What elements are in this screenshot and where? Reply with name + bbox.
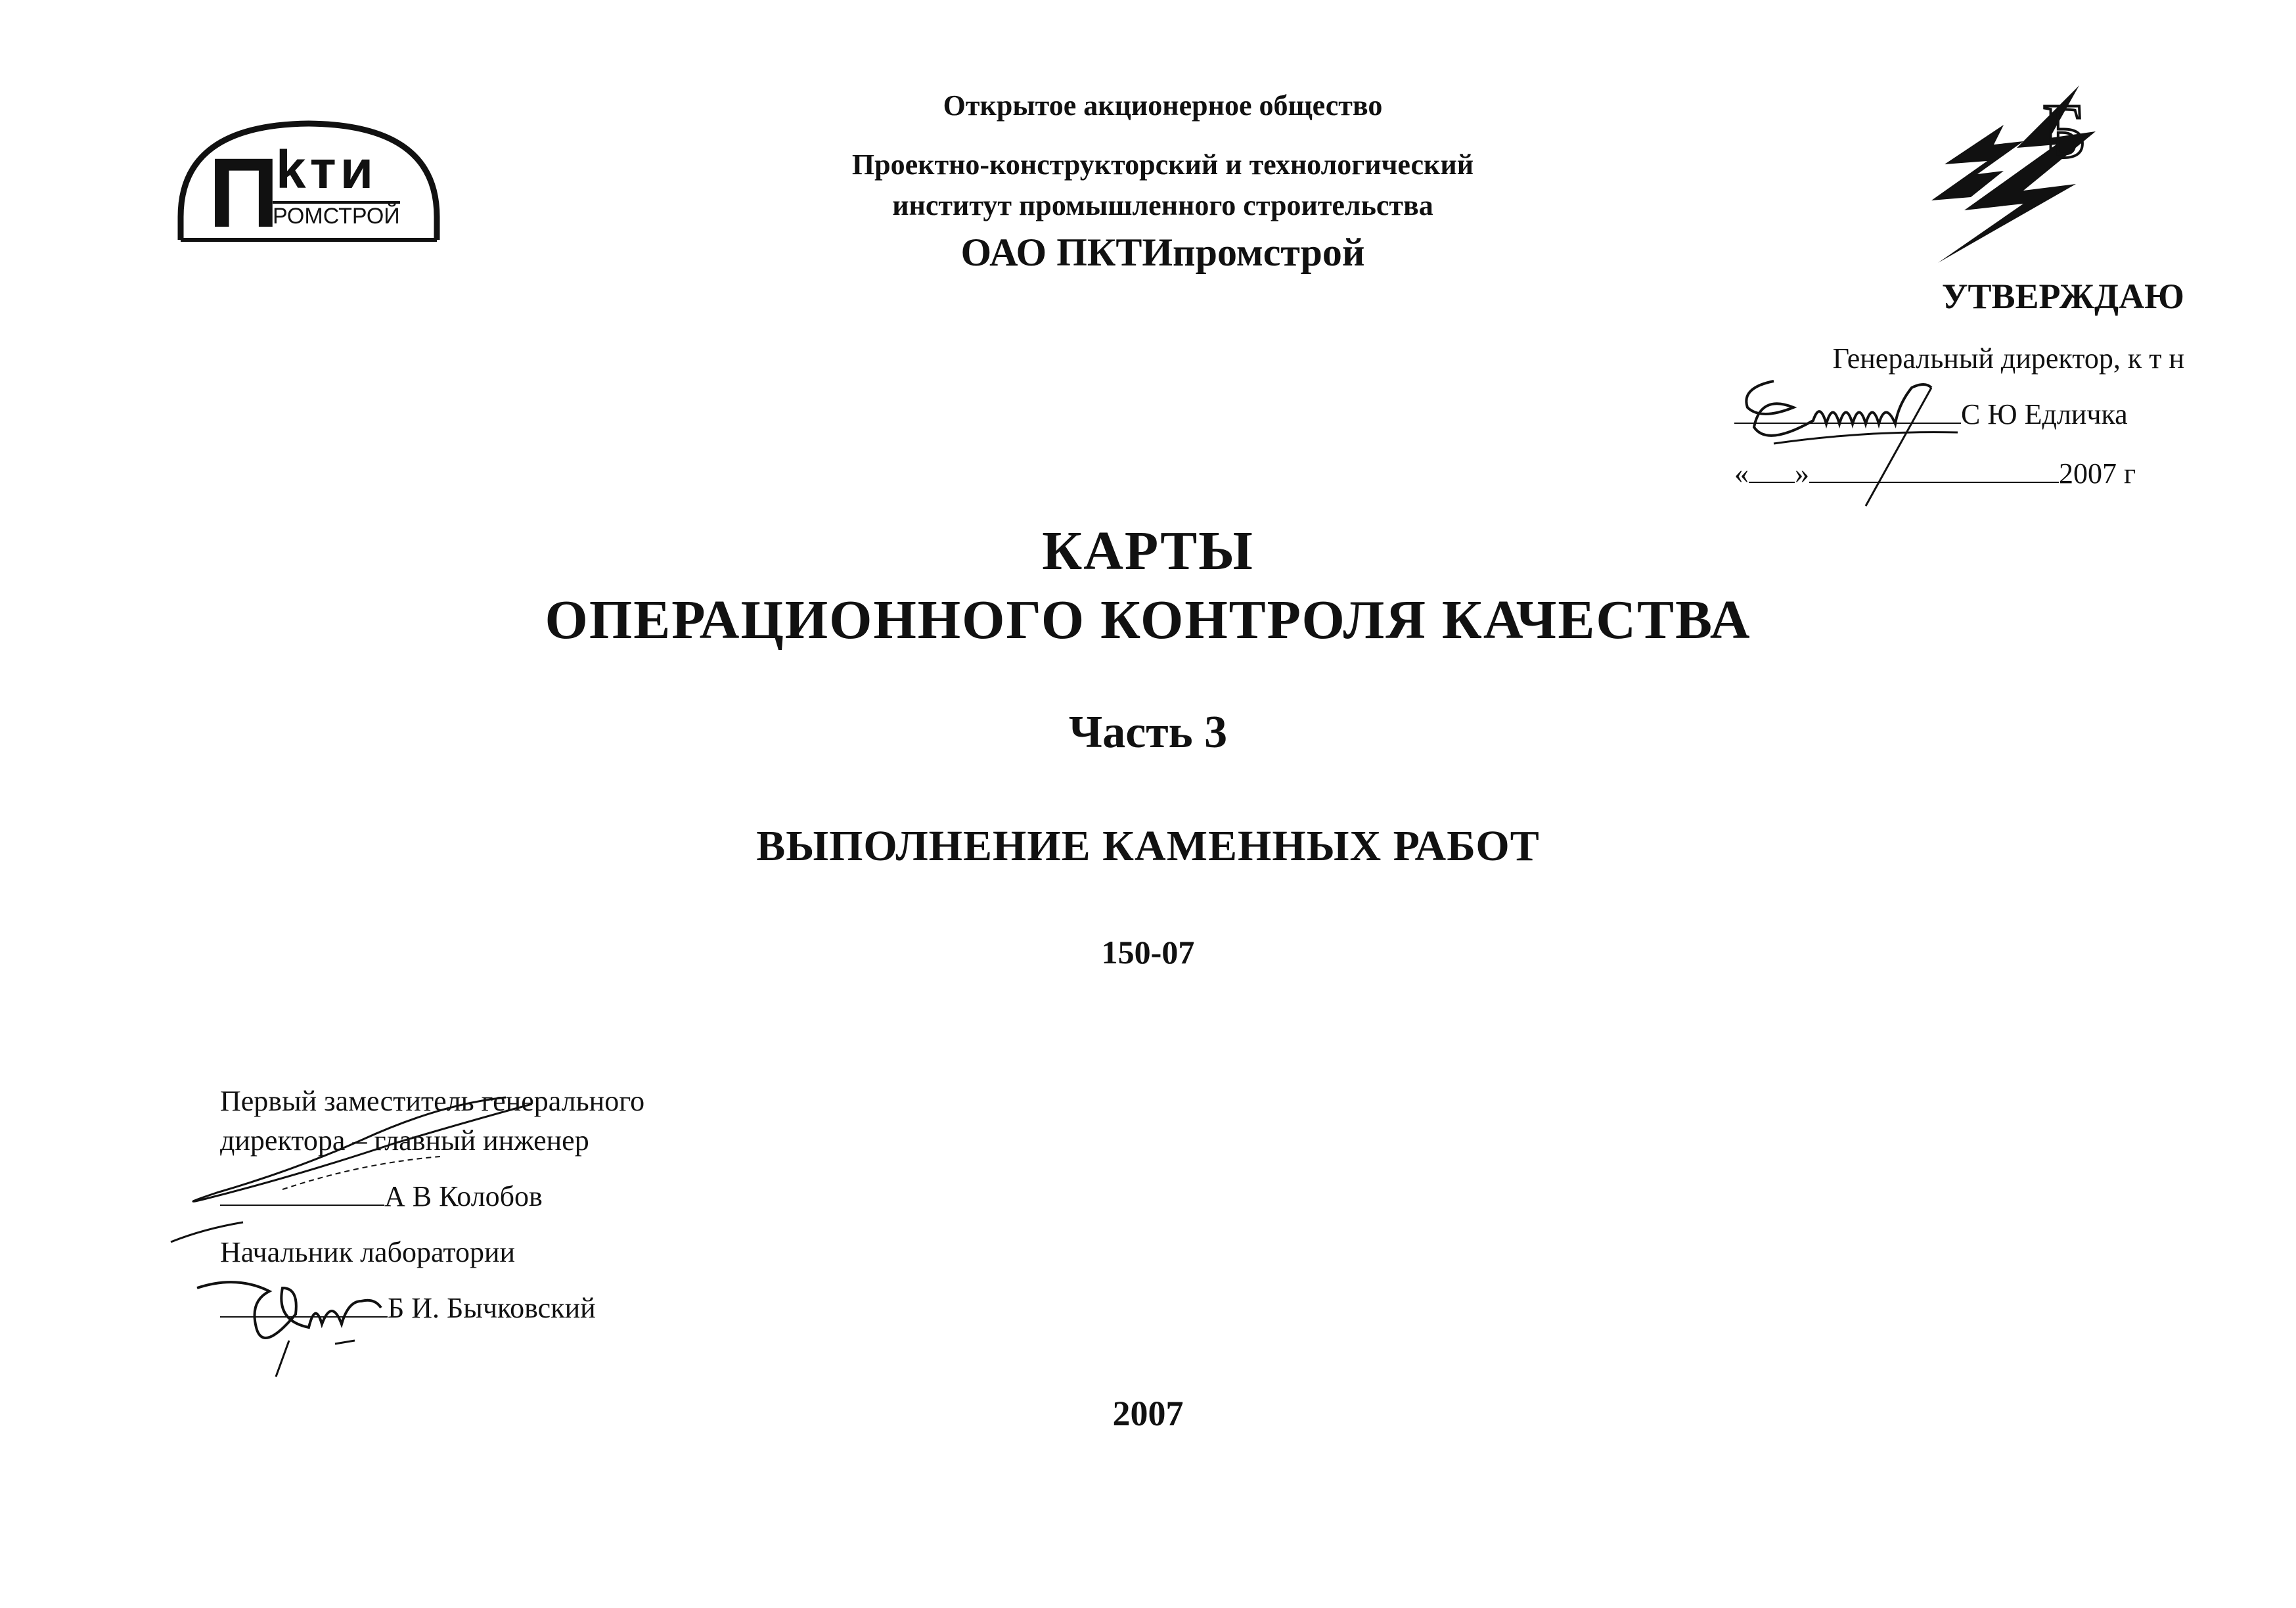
approval-date-open: « [1734,457,1749,490]
pkti-logo-letters: kти [276,140,378,200]
signatory2-name: Б И. Бычковский [388,1292,596,1324]
document-part: Часть 3 [1068,707,1228,758]
approval-signature [1734,368,2010,513]
document-year: 2007 [1112,1394,1184,1433]
approval-date-close: » [1795,457,1809,490]
signatory1-position-line1: Первый заместитель генерального [220,1085,645,1117]
signatory2-signature [184,1262,420,1380]
document-title-line1: КАРТЫ [1042,520,1254,582]
pkti-logo-sub: РОМСТРОЙ [273,201,400,227]
emblem-logo-icon [1925,85,2122,269]
approval-name: С Ю Едличка [1961,398,2128,430]
org-short-name: ОАО ПКТИпромстрой [960,231,1365,274]
pkti-logo-big-letter: П [208,137,279,248]
institute-name-line2: институт промышленного строительства [892,189,1433,221]
org-type: Открытое акционерное общество [943,89,1383,122]
pkti-logo [174,118,443,248]
document-title-line2: ОПЕРАЦИОННОГО КОНТРОЛЯ КАЧЕСТВА [545,589,1751,651]
approval-title: УТВЕРЖДАЮ [1941,277,2184,316]
signatory1-position-line2: директора – главный инженер [220,1124,589,1157]
approval-year: 2007 г [2059,457,2136,490]
signatory2-position: Начальник лаборатории [220,1236,516,1268]
signatory1-signature [164,1078,572,1249]
svg-text:Б: Б [2042,87,2087,175]
document-code: 150-07 [1101,934,1195,971]
document-subject: ВЫПОЛНЕНИЕ КАМЕННЫХ РАБОТ [756,822,1540,870]
approval-position: Генеральный директор, к т н [1832,342,2184,375]
signatory1-name: А В Колобов [384,1180,543,1212]
institute-name-line1: Проектно-конструкторский и технологический [851,149,1474,181]
